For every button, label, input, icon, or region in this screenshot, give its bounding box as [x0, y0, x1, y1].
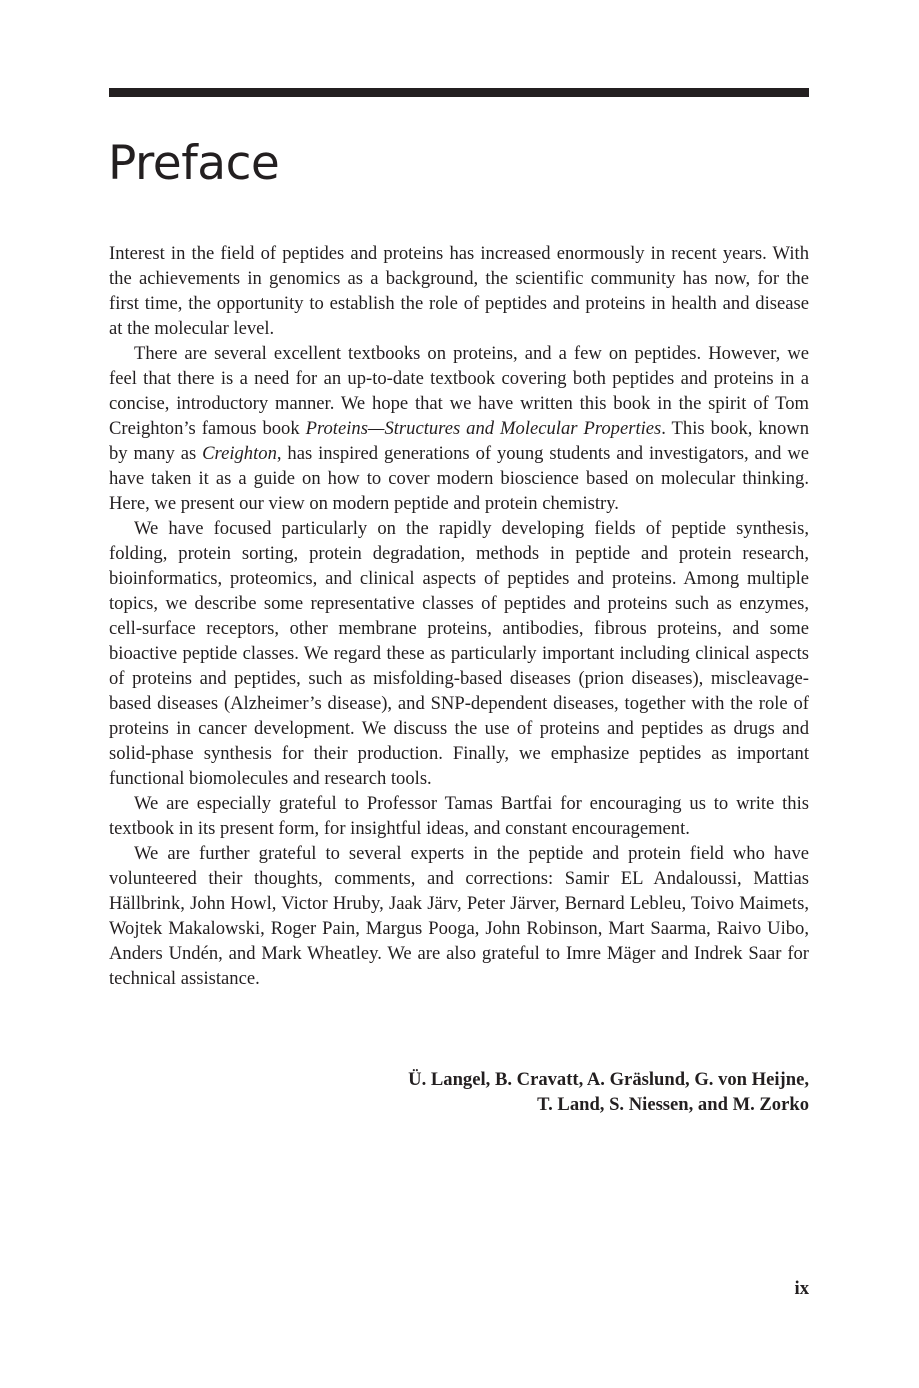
- author-line-2: T. Land, S. Niessen, and M. Zorko: [537, 1094, 809, 1115]
- paragraph-2-text-a: There are several excellent textbooks on proteins, and a few on peptides. However, we feel that there is a need for an up-to-date textbook covering both peptides and proteins in a concise, introductory manner. We hope that we have written this book in the spirit of Tom Creighton’s famous book: [109, 343, 809, 439]
- author-line-1: Ü. Langel, B. Cravatt, A. Gräslund, G. von Heijne,: [408, 1069, 809, 1090]
- paragraph-3: We have focused particularly on the rapidly developing fields of peptide synthesis, folding, protein sorting, protein degradation, methods in peptide and protein research, bioinformatics, proteomics, and clinical aspects of peptides and proteins. Among multiple topics, we describe some representative classes of peptides and proteins such as enzymes, cell-surface receptors, other membrane proteins, antibodies, fibrous proteins, and some bioactive peptide classes. We regard these as particularly important including clinical aspects of proteins and peptides, such as misfolding-based diseases (prion diseases), miscleavage-based diseases (Alzheimer’s disease), and SNP-dependent diseases, together with the role of proteins in cancer development. We discuss the use of proteins and peptides as drugs and solid-phase synthesis for their production. Finally, we emphasize peptides as important functional biomolecules and research tools.: [109, 518, 809, 789]
- paragraph-2-text-c: . This book, known by many as: [109, 418, 809, 464]
- paragraph-4: We are especially grateful to Professor Tamas Bartfai for encouraging us to write this textbook in its present form, for insightful ideas, and constant encouragement.: [109, 793, 809, 839]
- paragraph-5: We are further grateful to several experts in the peptide and protein field who have volunteered their thoughts, comments, and corrections: Samir EL Andaloussi, Mattias Hällbrink, John Howl, Victor Hruby, Jaak Järv, Peter Järver, Bernard Lebleu, Toivo Maimets, Wojtek Makalowski, Roger Pain, Margus Pooga, John Robinson, Mart Saarma, Raivo Uibo, Anders Undén, and Mark Wheatley. We are also grateful to Imre Mäger and Indrek Saar for technical assistance.: [109, 843, 809, 989]
- page-number: ix: [794, 1278, 809, 1299]
- page-title: Preface: [108, 136, 280, 191]
- book-title-italic: Proteins—Structures and Molecular Properties: [305, 418, 662, 439]
- author-signature: [408, 1067, 809, 1117]
- preface-body: [109, 241, 809, 991]
- paragraph-2: [109, 341, 809, 516]
- paragraph-2-text-e: , has inspired generations of young students and investigators, and we have taken it as a guide on how to cover modern bioscience based on molecular thinking. Here, we present our view on modern peptide and protein chemistry.: [109, 443, 809, 514]
- header-rule: [109, 88, 809, 97]
- book-nickname-italic: Creighton: [202, 443, 277, 464]
- paragraph-1: Interest in the field of peptides and proteins has increased enormously in recent years. With the achievements in genomics as a background, the scientific community has now, for the first time, the opportunity to establish the role of peptides and proteins in health and disease at the molecular level.: [109, 243, 809, 339]
